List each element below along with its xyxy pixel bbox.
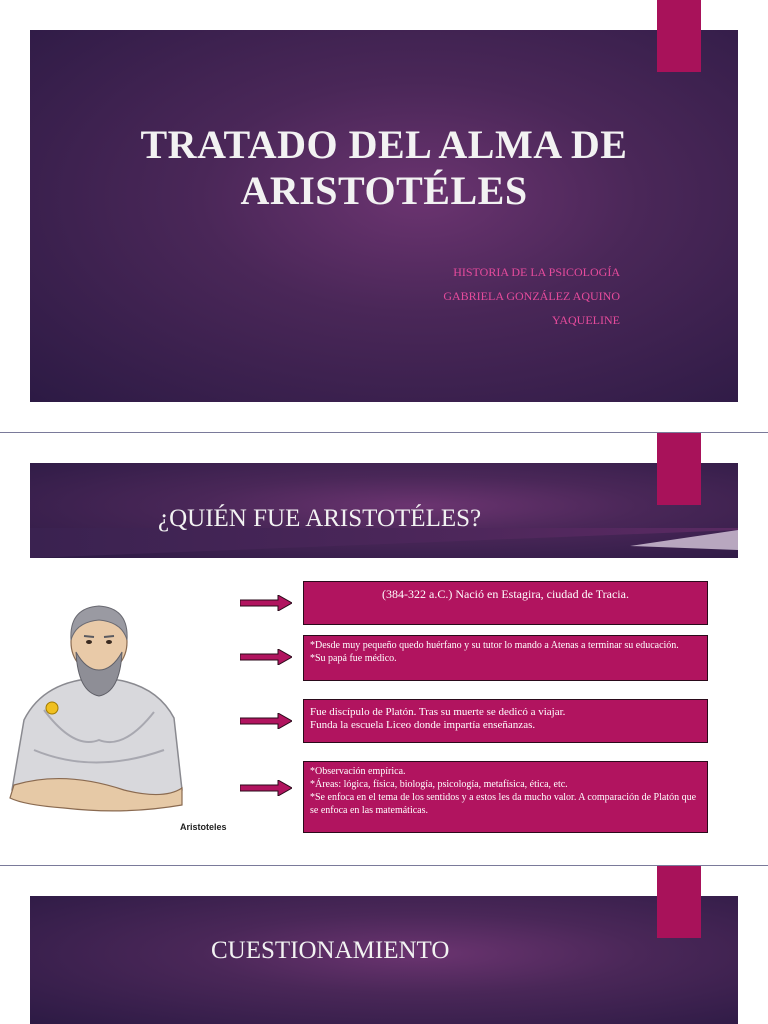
arrow-right-icon	[240, 649, 292, 665]
subtitle-coauthor: YAQUELINE	[552, 313, 620, 327]
subtitle-author: GABRIELA GONZÁLEZ AQUINO	[443, 289, 620, 303]
info-line: Funda la escuela Liceo donde impartía enseñanzas.	[310, 719, 536, 731]
arrow-right-icon	[240, 780, 292, 796]
info-box-childhood	[303, 635, 708, 681]
slide-1-background	[30, 30, 738, 402]
arrow-right-icon	[240, 713, 292, 729]
info-line: Fue discípulo de Platón. Tras su muerte se dedicó a viajar.	[310, 706, 566, 718]
slide-2-accent-tab	[657, 433, 701, 505]
info-line: (384-322 a.C.) Nació en Estagira, ciudad de Tracia.	[382, 587, 629, 601]
arrow-right-icon	[240, 595, 292, 611]
slide-1-title	[30, 122, 738, 214]
slide-3-accent-tab	[657, 866, 701, 938]
title-line-2: ARISTOTÉLES	[240, 168, 528, 213]
slide-3-title: CUESTIONAMIENTO	[211, 937, 450, 964]
info-line: *Desde muy pequeño quedo huérfano y su tutor lo mando a Atenas a terminar su educación.	[310, 640, 679, 651]
info-line: *Observación empírica.	[310, 766, 406, 777]
aristotle-portrait	[4, 600, 184, 822]
slide-2-title: ¿QUIÉN FUE ARISTOTÉLES?	[158, 505, 482, 532]
info-box-birth	[303, 581, 708, 625]
info-box-method	[303, 761, 708, 833]
portrait-caption: Aristoteles	[180, 822, 227, 832]
info-line: *Áreas: lógica, física, biología, psicología, metafísica, ética, etc.	[310, 779, 568, 790]
title-line-1: TRATADO DEL ALMA DE	[140, 122, 628, 167]
slide-2-header-wedge	[30, 528, 738, 568]
slide-1-accent-tab	[657, 0, 701, 72]
info-line: *Se enfoca en el tema de los sentidos y a estos les da mucho valor. A comparación de Platón que se enfoca en las matemáticas.	[310, 792, 697, 816]
slide-separator	[0, 865, 768, 866]
slide-separator	[0, 432, 768, 433]
subtitle-course: HISTORIA DE LA PSICOLOGÍA	[453, 265, 620, 279]
info-box-career	[303, 699, 708, 743]
info-line: *Su papá fue médico.	[310, 653, 397, 664]
